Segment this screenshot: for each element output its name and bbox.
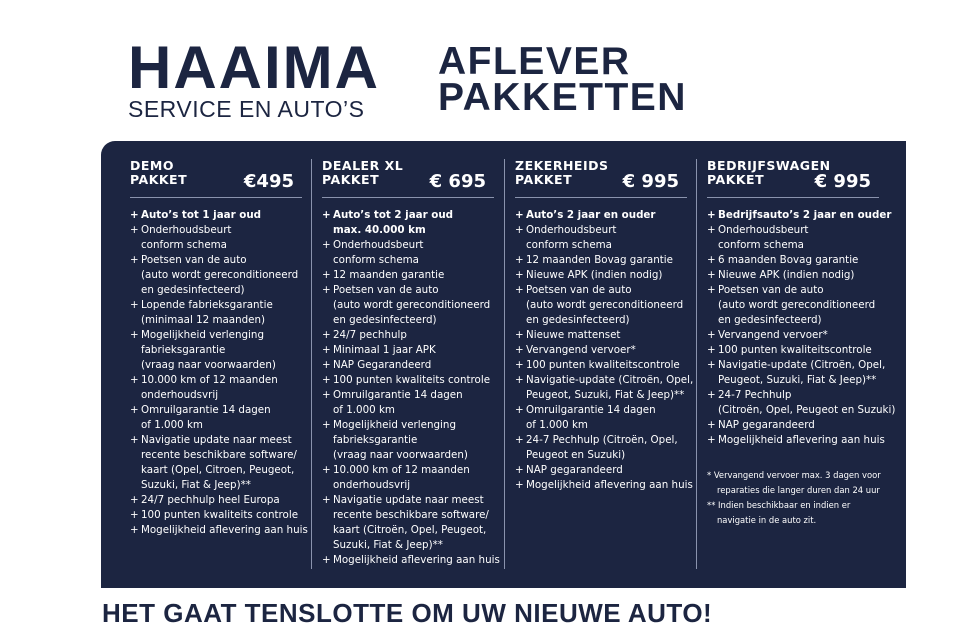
- feature-item: [322, 283, 494, 328]
- plus-icon: +: [707, 329, 716, 341]
- footnote-text: navigatie in de auto zit.: [717, 515, 817, 525]
- package-name-line-1: DEMO: [130, 158, 174, 173]
- feature-text: 100 punten kwaliteitscontrole: [718, 344, 872, 356]
- feature-item: [515, 433, 687, 463]
- feature-text: 10.000 km of 12 maanden: [141, 374, 278, 386]
- column-divider: [696, 159, 697, 569]
- package-features: [707, 208, 896, 448]
- feature-item: [322, 373, 494, 388]
- packages-panel: [101, 141, 906, 588]
- feature-item: [707, 388, 896, 418]
- feature-text: 24/7 pechhulp heel Europa: [141, 494, 280, 506]
- feature-item: [130, 508, 302, 523]
- plus-icon: +: [130, 254, 139, 266]
- feature-item: [515, 403, 687, 433]
- feature-text: recente beschikbare software/: [333, 509, 489, 521]
- plus-icon: +: [515, 329, 524, 341]
- feature-text: (auto wordt gereconditioneerd: [333, 299, 491, 311]
- feature-item: [322, 328, 494, 343]
- package-name-line-1: DEALER XL: [322, 158, 404, 173]
- feature-text: Nieuwe mattenset: [526, 329, 621, 341]
- feature-item: [515, 268, 687, 283]
- feature-text: of 1.000 km: [141, 419, 203, 431]
- feature-text: Mogelijkheid aflevering aan huis: [526, 479, 693, 491]
- feature-text: (Citroën, Opel, Peugeot en Suzuki): [718, 404, 896, 416]
- feature-text: Suzuki, Fiat & Jeep)**: [141, 479, 251, 491]
- feature-item: [322, 553, 500, 568]
- feature-text: (vraag naar voorwaarden): [141, 359, 276, 371]
- plus-icon: +: [130, 299, 139, 311]
- feature-text: (auto wordt gereconditioneerd: [526, 299, 684, 311]
- plus-icon: +: [515, 344, 524, 356]
- feature-text: 24-7 Pechhulp: [718, 389, 792, 401]
- plus-icon: +: [130, 404, 139, 416]
- feature-item: [515, 253, 687, 268]
- feature-item: [515, 208, 687, 223]
- plus-icon: +: [322, 494, 331, 506]
- plus-icon: +: [322, 389, 331, 401]
- plus-icon: +: [322, 464, 331, 476]
- package-name-line-2: PAKKET: [322, 172, 380, 187]
- feature-text: Peugeot, Suzuki, Fiat & Jeep)**: [718, 374, 877, 386]
- feature-item: [515, 358, 687, 373]
- package-header: [130, 159, 302, 198]
- package-name-line-2: PAKKET: [130, 172, 188, 187]
- plus-icon: +: [515, 254, 524, 266]
- feature-text: Poetsen van de auto: [141, 254, 247, 266]
- package-price: € 695: [429, 171, 486, 192]
- feature-item: [322, 418, 494, 463]
- footnote: [707, 498, 879, 528]
- feature-text: Onderhoudsbeurt: [526, 224, 617, 236]
- feature-item: [707, 418, 879, 433]
- feature-item: [130, 493, 302, 508]
- feature-text: NAP gegarandeerd: [718, 419, 815, 431]
- plus-icon: +: [322, 209, 331, 221]
- feature-text: Omruilgarantie 14 dagen: [526, 404, 656, 416]
- feature-item: [130, 403, 302, 433]
- footnote: [707, 468, 879, 498]
- package-price: € 995: [622, 171, 679, 192]
- plus-icon: +: [322, 239, 331, 251]
- feature-text: Onderhoudsbeurt: [141, 224, 232, 236]
- feature-text: NAP Gegarandeerd: [333, 359, 432, 371]
- feature-item: [707, 223, 879, 253]
- plus-icon: +: [707, 389, 716, 401]
- plus-icon: +: [515, 209, 524, 221]
- footnote-text: * Vervangend vervoer max. 3 dagen voor: [707, 470, 881, 480]
- feature-text: Onderhoudsbeurt: [718, 224, 809, 236]
- plus-icon: +: [322, 344, 331, 356]
- plus-icon: +: [515, 359, 524, 371]
- plus-icon: +: [707, 209, 716, 221]
- feature-text: Mogelijkheid aflevering aan huis: [718, 434, 885, 446]
- package-column: [322, 158, 500, 568]
- feature-item: [130, 208, 302, 223]
- plus-icon: +: [130, 509, 139, 521]
- feature-item: [130, 523, 308, 538]
- feature-text: 10.000 km of 12 maanden: [333, 464, 470, 476]
- plus-icon: +: [130, 434, 139, 446]
- plus-icon: +: [515, 434, 524, 446]
- plus-icon: +: [707, 254, 716, 266]
- package-column: [707, 158, 896, 528]
- feature-item: [322, 343, 494, 358]
- package-features: [130, 208, 308, 538]
- feature-item: [707, 328, 879, 343]
- feature-text: Poetsen van de auto: [718, 284, 824, 296]
- page-title: [438, 40, 687, 119]
- feature-item: [130, 373, 302, 403]
- feature-item: [515, 223, 687, 253]
- plus-icon: +: [130, 494, 139, 506]
- plus-icon: +: [322, 284, 331, 296]
- package-header: [322, 159, 494, 198]
- plus-icon: +: [515, 374, 524, 386]
- feature-item: [515, 283, 687, 328]
- plus-icon: +: [130, 329, 139, 341]
- feature-text: conform schema: [333, 254, 419, 266]
- plus-icon: +: [322, 359, 331, 371]
- package-features: [515, 208, 694, 493]
- feature-text: Navigatie-update (Citroën, Opel,: [526, 374, 694, 386]
- feature-text: 12 maanden garantie: [333, 269, 445, 281]
- feature-text: 24-7 Pechhulp (Citroën, Opel,: [526, 434, 678, 446]
- feature-item: [322, 493, 494, 553]
- feature-text: Vervangend vervoer*: [718, 329, 828, 341]
- feature-text: of 1.000 km: [333, 404, 395, 416]
- feature-text: Onderhoudsbeurt: [333, 239, 424, 251]
- feature-item: [130, 433, 302, 493]
- package-price: € 995: [814, 171, 871, 192]
- feature-text: 24/7 pechhulp: [333, 329, 407, 341]
- feature-text: 100 punten kwaliteits controle: [333, 374, 491, 386]
- plus-icon: +: [130, 209, 139, 221]
- feature-item: [515, 343, 687, 358]
- feature-text: Poetsen van de auto: [526, 284, 632, 296]
- feature-text: onderhoudsvrij: [141, 389, 219, 401]
- package-name-line-2: PAKKET: [515, 172, 573, 187]
- plus-icon: +: [707, 359, 716, 371]
- feature-text: Navigatie-update (Citroën, Opel,: [718, 359, 886, 371]
- package-name-line-1: BEDRIJFSWAGEN: [707, 158, 831, 173]
- plus-icon: +: [707, 344, 716, 356]
- plus-icon: +: [130, 524, 139, 536]
- feature-text: (vraag naar voorwaarden): [333, 449, 468, 461]
- feature-item: [515, 478, 693, 493]
- feature-text: Auto’s tot 1 jaar oud: [141, 209, 262, 221]
- feature-text: of 1.000 km: [526, 419, 588, 431]
- feature-text: conform schema: [718, 239, 804, 251]
- feature-text: recente beschikbare software/: [141, 449, 297, 461]
- feature-text: Omruilgarantie 14 dagen: [333, 389, 463, 401]
- feature-text: (auto wordt gereconditioneerd: [141, 269, 299, 281]
- package-features: [322, 208, 500, 568]
- plus-icon: +: [322, 329, 331, 341]
- plus-icon: +: [707, 434, 716, 446]
- feature-item: [322, 388, 494, 418]
- feature-item: [322, 463, 494, 493]
- feature-text: Nieuwe APK (indien nodig): [526, 269, 663, 281]
- feature-text: 6 maanden Bovag garantie: [718, 254, 859, 266]
- feature-text: fabrieksgarantie: [333, 434, 418, 446]
- feature-item: [707, 253, 879, 268]
- feature-item: [130, 328, 302, 373]
- brand-subtitle: SERVICE EN AUTO’S: [128, 96, 365, 122]
- feature-item: [707, 268, 879, 283]
- feature-text: Minimaal 1 jaar APK: [333, 344, 436, 356]
- plus-icon: +: [515, 224, 524, 236]
- plus-icon: +: [515, 269, 524, 281]
- feature-text: Auto’s 2 jaar en ouder: [526, 209, 656, 221]
- feature-text: Auto’s tot 2 jaar oud: [333, 209, 454, 221]
- feature-item: [130, 253, 302, 298]
- feature-text: (minimaal 12 maanden): [141, 314, 266, 326]
- plus-icon: +: [707, 224, 716, 236]
- feature-text: kaart (Opel, Citroen, Peugeot,: [141, 464, 295, 476]
- plus-icon: +: [515, 404, 524, 416]
- feature-item: [515, 373, 694, 403]
- plus-icon: +: [322, 419, 331, 431]
- feature-text: Peugeot, Suzuki, Fiat & Jeep)**: [526, 389, 685, 401]
- feature-text: Vervangend vervoer*: [526, 344, 636, 356]
- feature-text: 100 punten kwaliteitscontrole: [526, 359, 680, 371]
- plus-icon: +: [707, 269, 716, 281]
- feature-item: [707, 433, 885, 448]
- footnote-text: reparaties die langer duren dan 24 uur: [717, 485, 880, 495]
- column-divider: [311, 159, 312, 569]
- feature-text: Nieuwe APK (indien nodig): [718, 269, 855, 281]
- package-column: [130, 158, 308, 538]
- feature-text: Suzuki, Fiat & Jeep)**: [333, 539, 443, 551]
- column-divider: [504, 159, 505, 569]
- feature-text: max. 40.000 km: [333, 224, 426, 236]
- title-line-2: PAKKETTEN: [438, 76, 687, 119]
- feature-text: Mogelijkheid aflevering aan huis: [333, 554, 500, 566]
- brand-logo: [128, 34, 380, 122]
- feature-text: NAP gegarandeerd: [526, 464, 623, 476]
- feature-item: [707, 358, 886, 388]
- plus-icon: +: [515, 464, 524, 476]
- feature-text: en gedesinfecteerd): [526, 314, 630, 326]
- plus-icon: +: [322, 269, 331, 281]
- feature-text: Bedrijfsauto’s 2 jaar en ouder: [718, 209, 892, 221]
- feature-item: [707, 283, 879, 328]
- feature-text: (auto wordt gereconditioneerd: [718, 299, 876, 311]
- feature-text: Poetsen van de auto: [333, 284, 439, 296]
- feature-text: kaart (Citroën, Opel, Peugeot,: [333, 524, 487, 536]
- feature-text: fabrieksgarantie: [141, 344, 226, 356]
- feature-text: Lopende fabrieksgarantie: [141, 299, 273, 311]
- package-header: [515, 159, 687, 198]
- feature-text: Peugeot en Suzuki): [526, 449, 626, 461]
- feature-item: [322, 208, 494, 238]
- feature-item: [707, 208, 892, 223]
- plus-icon: +: [322, 554, 331, 566]
- feature-text: Mogelijkheid aflevering aan huis: [141, 524, 308, 536]
- feature-text: en gedesinfecteerd): [718, 314, 822, 326]
- plus-icon: +: [707, 419, 716, 431]
- footnote-text: ** Indien beschikbaar en indien er: [707, 500, 851, 510]
- feature-text: onderhoudsvrij: [333, 479, 411, 491]
- plus-icon: +: [322, 374, 331, 386]
- feature-item: [322, 268, 494, 283]
- feature-text: conform schema: [141, 239, 227, 251]
- feature-text: Mogelijkheid verlenging: [333, 419, 456, 431]
- title-line-1: AFLEVER: [438, 40, 631, 83]
- feature-item: [515, 328, 687, 343]
- plus-icon: +: [515, 284, 524, 296]
- package-column: [515, 158, 694, 493]
- feature-item: [322, 358, 494, 373]
- package-header: [707, 159, 879, 198]
- feature-item: [515, 463, 687, 478]
- brand-name: HAAIMA: [128, 34, 380, 101]
- feature-text: Navigatie update naar meest: [141, 434, 292, 446]
- feature-text: 100 punten kwaliteits controle: [141, 509, 299, 521]
- feature-text: en gedesinfecteerd): [141, 284, 245, 296]
- package-name-line-2: PAKKET: [707, 172, 765, 187]
- feature-item: [130, 223, 302, 253]
- feature-text: Navigatie update naar meest: [333, 494, 484, 506]
- feature-text: en gedesinfecteerd): [333, 314, 437, 326]
- plus-icon: +: [707, 284, 716, 296]
- feature-text: conform schema: [526, 239, 612, 251]
- feature-text: Mogelijkheid verlenging: [141, 329, 264, 341]
- package-name-line-1: ZEKERHEIDS: [515, 158, 609, 173]
- package-price: €495: [243, 171, 294, 192]
- plus-icon: +: [515, 479, 524, 491]
- footer-slogan: HET GAAT TENSLOTTE OM UW NIEUWE AUTO!: [102, 598, 713, 628]
- feature-item: [130, 298, 302, 328]
- feature-item: [707, 343, 879, 358]
- footnotes: [707, 468, 879, 528]
- feature-item: [322, 238, 494, 268]
- feature-text: 12 maanden Bovag garantie: [526, 254, 673, 266]
- feature-text: Omruilgarantie 14 dagen: [141, 404, 271, 416]
- plus-icon: +: [130, 224, 139, 236]
- plus-icon: +: [130, 374, 139, 386]
